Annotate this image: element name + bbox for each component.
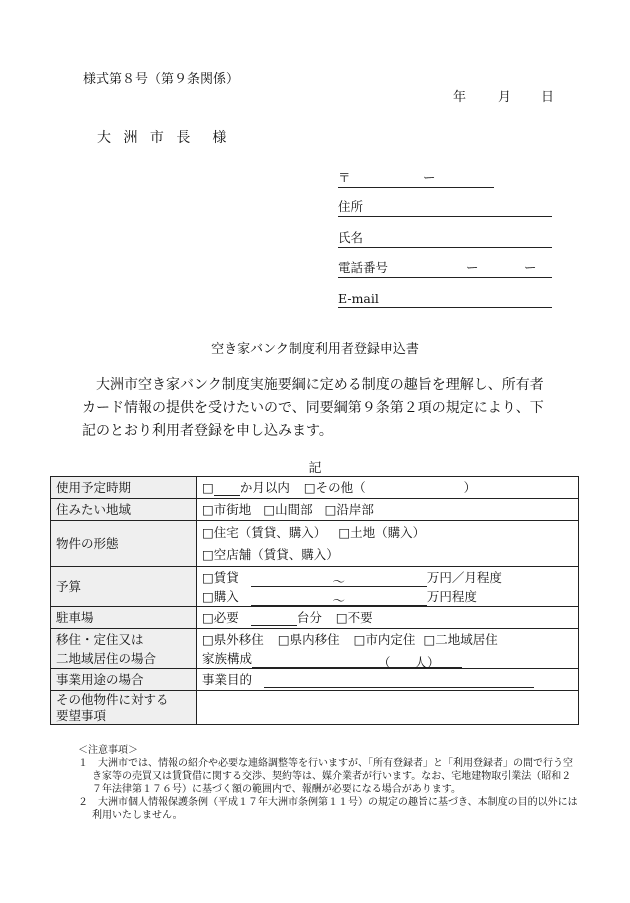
timing-months-suffix: か月以内 (239, 480, 290, 495)
row-area (51, 499, 579, 521)
area-checkbox-coast[interactable]: □沿岸部 (324, 502, 374, 517)
budget-checkbox-rent[interactable]: □賃貸 (202, 569, 239, 585)
property-label: 物件の形態 (51, 521, 197, 567)
parking-unit: 台分 (296, 610, 322, 625)
area-checkbox-mountain[interactable]: □山間部 (263, 502, 313, 517)
phone-dash-1: ー (466, 260, 479, 275)
form-number: 様式第８号（第９条関係） (83, 72, 240, 87)
phone-dash-2: ー (524, 260, 537, 275)
property-checkbox-land[interactable]: □土地（購入） (338, 524, 426, 540)
date-day-label: 日 (541, 90, 555, 105)
residence-label (51, 629, 197, 669)
budget-options[interactable] (197, 567, 579, 607)
budget-rent-unit: 万円／月程度 (426, 569, 502, 585)
row-property (51, 521, 579, 567)
family-people: 人） (414, 654, 440, 670)
budget-buy-range[interactable] (251, 591, 427, 606)
business-options[interactable] (197, 669, 579, 691)
parking-options[interactable] (197, 607, 579, 629)
budget-buy-tilde: ～ (332, 592, 346, 608)
residence-checkbox-dual[interactable]: □二地域居住 (423, 631, 498, 647)
email-label: E-mail (338, 291, 379, 306)
row-budget (51, 567, 579, 607)
family-label: 家族構成 (202, 650, 253, 666)
family-composition-input[interactable] (252, 653, 462, 668)
timing-checkbox-other[interactable]: □その他（ (303, 480, 366, 495)
addressee-name: 大 洲 市 長 (97, 130, 195, 146)
residence-label-line1: 移住・定住又は (56, 631, 144, 647)
addressee-honorific: 様 (212, 130, 231, 146)
parking-checkbox-not-needed[interactable]: □不要 (335, 610, 373, 625)
timing-other-close: ） (463, 480, 477, 495)
row-other (51, 691, 579, 725)
zip-dash: ー (423, 170, 436, 185)
residence-checkbox-out-of-pref[interactable]: □県外移住 (202, 631, 264, 647)
property-checkbox-house[interactable]: □住宅（賃貸、購入） (202, 524, 327, 540)
parking-label: 駐車場 (51, 607, 197, 629)
budget-rent-range[interactable] (251, 572, 427, 587)
address-field[interactable] (338, 199, 552, 217)
zip-field[interactable] (338, 170, 494, 188)
row-residence (51, 629, 579, 669)
timing-label: 使用予定時期 (51, 477, 197, 499)
address-label: 住所 (338, 199, 364, 214)
property-checkbox-store[interactable]: □空店舗（賃貸、購入） (202, 546, 339, 562)
parking-count-input[interactable] (251, 611, 297, 626)
family-paren-open: （ (378, 654, 391, 670)
business-purpose-label: 事業目的 (202, 672, 253, 687)
parking-checkbox-needed[interactable]: □必要 (202, 610, 239, 625)
property-options[interactable] (197, 521, 579, 567)
notes-heading: ＜注意事項＞ (78, 745, 138, 756)
phone-label: 電話番号 (338, 260, 389, 275)
area-checkbox-city[interactable]: □市街地 (202, 502, 252, 517)
other-label-line2: 要望事項 (56, 707, 107, 723)
business-label: 事業用途の場合 (51, 669, 197, 691)
zip-mark: 〒 (338, 170, 351, 185)
business-purpose-input[interactable] (264, 673, 534, 688)
budget-buy-unit: 万円程度 (426, 588, 477, 604)
residence-label-line2: 二地域居住の場合 (56, 650, 157, 666)
budget-label: 予算 (51, 567, 197, 607)
registration-table (50, 476, 579, 725)
name-field[interactable] (338, 230, 552, 248)
row-timing (51, 477, 579, 499)
timing-options[interactable] (197, 477, 579, 499)
residence-options[interactable] (197, 629, 579, 669)
residence-checkbox-in-city[interactable]: □市内定住 (353, 631, 416, 647)
other-label-line1: その他物件に対する (56, 691, 169, 707)
residence-checkbox-in-pref[interactable]: □県内移住 (277, 631, 340, 647)
name-label: 氏名 (338, 230, 364, 245)
timing-checkbox-months[interactable]: □ (202, 480, 214, 495)
phone-field[interactable] (338, 260, 552, 278)
body-text: 大洲市空き家バンク制度実施要綱に定める制度の趣旨を理解し、所有者カード情報の提供を受けたいので、同要綱第９条第２項の規定により、下記のとおり利用者登録を申し込みます。 (82, 377, 544, 439)
budget-checkbox-buy[interactable]: □購入 (202, 588, 239, 604)
other-requests-input[interactable] (197, 691, 579, 725)
note-item-1: １ 大洲市では、情報の紹介や必要な連絡調整等を行いますが、「所有登録者」と「利用登録者」の間で行う空き家等の売買又は賃貸借に関する交渉、契約等は、媒介業者が行います。なお、宅地建物取引業法（昭和２７年法律第１７６号）に基づく額の範囲内で、報酬が必要になる場合があります。 (78, 758, 573, 795)
budget-rent-tilde: ～ (332, 573, 346, 589)
row-business (51, 669, 579, 691)
notes (50, 744, 580, 822)
timing-months-input[interactable] (214, 481, 240, 496)
email-field[interactable] (338, 290, 552, 308)
document-title: 空き家バンク制度利用者登録申込書 (211, 342, 419, 357)
date-month-label: 月 (498, 90, 512, 105)
area-label: 住みたい地域 (51, 499, 197, 521)
ki-label: 記 (308, 461, 322, 476)
other-label (51, 691, 197, 725)
addressee (97, 127, 230, 147)
note-item-2: ２ 大洲市個人情報保護条例（平成１７年大洲市条例第１１号）の規定の趣旨に基づき、本制度の目的以外には利用いたしません。 (78, 797, 578, 821)
row-parking (51, 607, 579, 629)
area-options[interactable] (197, 499, 579, 521)
date-year-label: 年 (453, 90, 467, 105)
